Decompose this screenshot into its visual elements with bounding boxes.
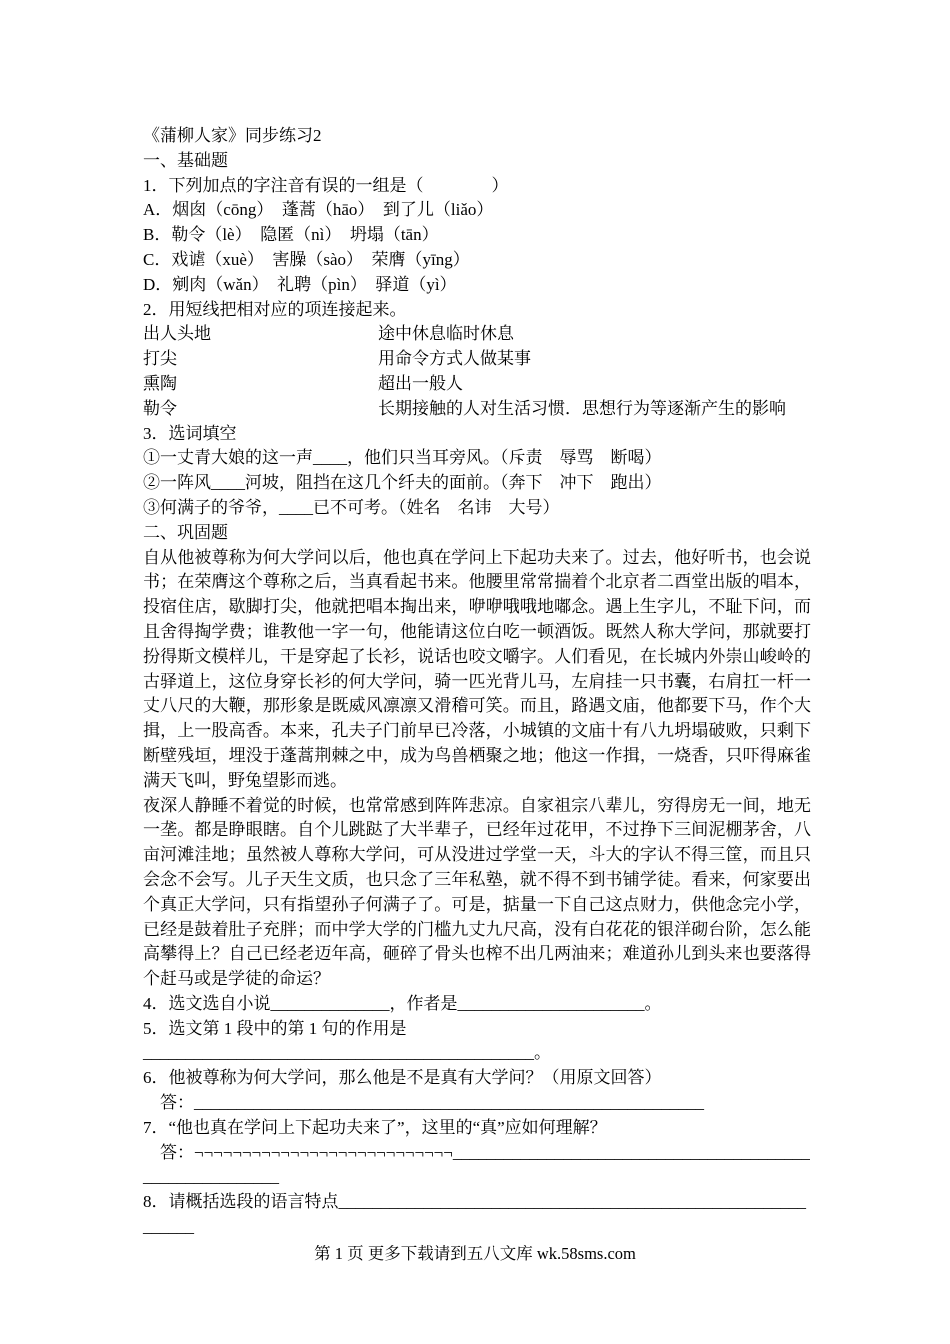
match-definition: 长期接触的人对生活习惯．思想行为等逐渐产生的影响: [378, 398, 786, 418]
match-term: 出人头地: [143, 324, 211, 344]
section1-heading: 一、基础题: [143, 150, 228, 170]
q7-answer-blank: 答：¬¬¬¬¬¬¬¬¬¬¬¬¬¬¬¬¬¬¬¬¬¬¬¬¬¬¬__________________________________________: [160, 1142, 810, 1162]
q8-stem: 8．请概括选段的语言特点_______________________________________________________: [143, 1192, 806, 1212]
q4-stem: 4．选文选自小说______________，作者是______________________。: [143, 993, 662, 1013]
match-row: [143, 322, 811, 347]
q1-option-c: C．戏谑（xuè） 害臊（sào） 荣膺（yīng）: [143, 249, 470, 269]
reading-paragraph-2: 夜深人静睡不着觉的时候，也常常感到阵阵悲凉。自家祖宗八辈儿，穷得房无一间，地无一垄。都是睁眼瞎。自个儿跳跶了大半辈子，已经年过花甲，不过挣下三间泥棚茅舍，八亩河滩洼地；虽然被人尊称大学问，可从没进过学堂一天，斗大的字认不得三筐，而且只会念不会写。儿子天生文质，也只念了三年私塾，就不得不到书铺学徒。看来，何家要出个真正大学问，只有指望孙子何满子了。可是，掂量一下自己这点财力，供他念完小学，已经是鼓着肚子充胖；而中学大学的门槛九丈九尺高，没有白花花的银洋砌台阶，怎么能高攀得上？自己已经老迈年高，砸碎了骨头也榨不出几两油来；难道孙儿到头来也要落得个赶马或是学徒的命运？: [143, 795, 811, 989]
q7-answer-blank-continued: ________________: [143, 1167, 279, 1187]
match-row: [143, 397, 811, 422]
q1-option-b: B．勒令（lè） 隐匿（nì） 坍塌（tān）: [143, 225, 439, 245]
match-row: [143, 347, 811, 372]
match-term: 勒令: [143, 398, 177, 418]
q6-stem: 6．他被尊称为何大学问，那么他是不是真有大学问？（用原文回答）: [143, 1068, 662, 1088]
q6-answer-blank: 答：____________________________________________________________: [160, 1093, 704, 1113]
match-term: 打尖: [143, 349, 177, 369]
q5-stem: 5．选文第 1 段中的第 1 句的作用是______________________________________________。: [143, 1018, 551, 1063]
q1-option-d: D．剜肉（wǎn） 礼聘（pìn） 驿道（yì）: [143, 274, 457, 294]
q1-stem: 1．下列加点的字注音有误的一组是（ ）: [143, 175, 509, 195]
q3-stem: 3．选词填空: [143, 423, 237, 443]
q3-item-2: ②一阵风____河坡，阻挡在这几个纤夫的面前。（奔下 冲下 跑出）: [143, 473, 662, 493]
worksheet-content: [143, 124, 811, 1240]
match-term: 熏陶: [143, 373, 177, 393]
match-definition: 用命令方式人做某事: [378, 349, 531, 369]
match-row: [143, 372, 811, 397]
doc-title: 《蒲柳人家》同步练习2: [143, 126, 322, 145]
q3-item-3: ③何满子的爷爷，____已不可考。（姓名 名讳 大号）: [143, 497, 560, 517]
match-definition: 途中休息临时休息: [378, 324, 514, 344]
match-definition: 超出一般人: [378, 373, 463, 393]
section2-heading: 二、巩固题: [143, 522, 228, 542]
q7-stem: 7．“他也真在学问上下起功夫来了”，这里的“真”应如何理解？: [143, 1117, 607, 1137]
reading-paragraph-1: 自从他被尊称为何大学问以后，他也真在学问上下起功夫来了。过去，他好听书，也会说书；在荣膺这个尊称之后，当真看起书来。他腰里常常揣着个北京者二酉堂出版的唱本，投宿住店，歇脚打尖，他就把唱本掏出来，咿咿哦哦地嘟念。遇上生字儿，不耻下问，而且舍得掏学费；谁教他一字一句，他能请这位白吃一顿酒饭。既然人称大学问，那就要打扮得斯文模样儿，干是穿起了长衫，说话也咬文嚼字。人们看见，在长城内外崇山峻岭的古驿道上，这位身穿长衫的何大学问，骑一匹光背儿马，左肩挂一只书囊，右肩扛一杆一丈八尺的大鞭，那形象是既威风凛凛又滑稽可笑。而且，路遇文庙，他都要下马，作个大揖，上一股高香。本来，孔夫子门前早已冷落，小城镇的文庙十有八九坍塌破败，只剩下断壁残垣，埋没于蓬蒿荆棘之中，成为鸟兽栖聚之地；他这一作揖，一烧香，只吓得麻雀满天飞叫，野兔望影而逃。: [143, 547, 811, 790]
q2-stem: 2．用短线把相对应的项连接起来。: [143, 299, 407, 319]
q1-option-a: A．烟囱（cōng） 蓬蒿（hāo） 到了儿（liǎo）: [143, 200, 494, 220]
q8-blank-continued: ______: [143, 1217, 194, 1237]
q3-item-1: ①一丈青大娘的这一声____，他们只当耳旁风。（斥责 辱骂 断喝）: [143, 448, 662, 468]
page-footer: 第 1 页 更多下载请到五八文库 wk.58sms.com: [314, 1244, 636, 1263]
